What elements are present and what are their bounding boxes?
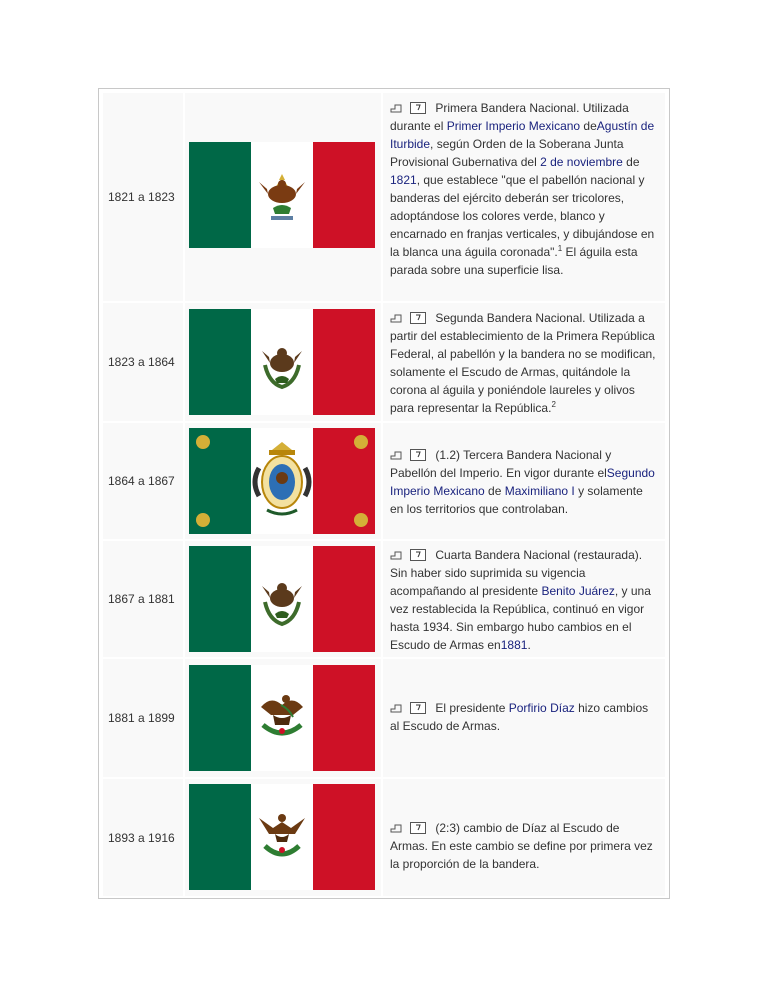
flag-image-1881[interactable]	[189, 665, 375, 771]
wiki-link[interactable]: Maximiliano I	[504, 484, 575, 498]
years-label: 1823 a 1864	[108, 355, 175, 369]
description-cell	[383, 779, 665, 896]
flag-cell	[185, 659, 381, 777]
flag-image-1867[interactable]	[189, 546, 375, 652]
description-cell	[383, 541, 665, 657]
wiki-link[interactable]: Segundo Imperio Mexicano	[390, 466, 655, 498]
wiki-link[interactable]: 1821	[390, 173, 417, 187]
table-row	[103, 659, 665, 777]
flag-image-1864[interactable]	[189, 428, 375, 534]
description-segment: El águila esta parada sobre una superficie lisa.	[390, 245, 638, 277]
description-text	[390, 99, 659, 279]
years-label: 1881 a 1899	[108, 711, 175, 725]
years-label: 1821 a 1823	[108, 190, 175, 204]
flag-cell	[185, 93, 381, 301]
description-text	[390, 309, 659, 417]
enlarge-icon[interactable]	[390, 446, 426, 464]
description-segment: Primera Bandera Nacional. Utilizada durante el	[390, 101, 629, 133]
description-text	[390, 446, 659, 518]
enlarge-icon[interactable]	[390, 309, 426, 327]
footnote-ref[interactable]: 1	[557, 244, 563, 253]
table-row	[103, 779, 665, 896]
description-text	[390, 546, 659, 654]
flags-table	[98, 88, 670, 899]
description-segment: hizo cambios al Escudo de Armas.	[390, 701, 649, 733]
wiki-link[interactable]: 1881	[500, 638, 528, 652]
description-segment: de	[580, 119, 597, 133]
years-label: 1893 a 1916	[108, 830, 175, 845]
years-label: 1864 a 1867	[108, 474, 175, 488]
table-row	[103, 423, 665, 539]
years-label: 1867 a 1881	[108, 592, 175, 606]
description-cell	[383, 659, 665, 777]
description-segment: , y una vez restablecida la República, continuó en vigor hasta 1934. Sin embargo hubo cambios en el Escudo de Armas en	[390, 584, 651, 652]
wiki-link[interactable]: Agustín de Iturbide	[390, 119, 655, 151]
years-cell	[103, 303, 183, 421]
enlarge-icon[interactable]	[390, 699, 426, 717]
description-cell	[383, 303, 665, 421]
enlarge-icon[interactable]	[390, 546, 426, 564]
table-row	[103, 303, 665, 421]
description-cell	[383, 423, 665, 539]
description-segment: , según Orden de la Soberana Junta Provisional Gubernativa del	[390, 137, 624, 169]
years-cell	[103, 779, 183, 896]
description-segment: (2:3) cambio de Díaz al Escudo de Armas. En este cambio se define por primera vez la proporción de la bandera.	[390, 821, 653, 871]
flag-image-1893[interactable]	[189, 784, 375, 890]
description-segment: y solamente en los territorios que controlaban.	[390, 484, 643, 516]
description-segment: (1.2) Tercera Bandera Nacional y Pabellón del Imperio. En vigor durante el	[390, 448, 612, 480]
description-segment: , que establece "que el pabellón nacional y banderas del ejército deberán ser tricolores, adoptándose los colores verde, blanco y encarnado en franjas verticales, y dibujándose en la blanca una águila coronada".	[390, 173, 655, 259]
description-segment: El presidente	[432, 701, 509, 715]
years-cell	[103, 423, 183, 539]
flag-image-1821[interactable]	[189, 142, 375, 248]
description-text	[390, 699, 659, 735]
description-segment: .	[527, 638, 531, 652]
flag-cell	[185, 541, 381, 657]
enlarge-icon[interactable]	[390, 99, 426, 117]
description-text	[390, 819, 659, 873]
wiki-link[interactable]: 2 de noviembre	[540, 155, 623, 169]
flag-cell	[185, 303, 381, 421]
wiki-link[interactable]: Porfirio Díaz	[508, 701, 575, 715]
years-cell	[103, 659, 183, 777]
flag-cell	[185, 779, 381, 896]
years-cell	[103, 541, 183, 657]
wiki-link[interactable]: Benito Juárez	[541, 584, 615, 598]
wiki-link[interactable]: Primer Imperio Mexicano	[446, 119, 581, 133]
flag-image-1823[interactable]	[189, 309, 375, 415]
enlarge-icon[interactable]	[390, 819, 426, 837]
footnote-ref[interactable]: 2	[551, 400, 556, 409]
table-row	[103, 93, 665, 301]
description-segment: Segunda Bandera Nacional. Utilizada a partir del establecimiento de la Primera República Federal, al pabellón y la bandera no se modifican, solamente el Escudo de Armas, quitándole la corona al águila y poniéndole laureles y olivos para representar la República.	[390, 311, 656, 415]
description-cell	[383, 93, 665, 301]
table-row	[103, 541, 665, 657]
flag-cell	[185, 423, 381, 539]
years-cell	[103, 93, 183, 301]
description-segment: Cuarta Bandera Nacional (restaurada). Sin haber sido suprimida su vigencia acompañando al presidente	[390, 548, 643, 598]
description-segment: de	[622, 155, 640, 169]
description-segment: de	[484, 484, 505, 498]
